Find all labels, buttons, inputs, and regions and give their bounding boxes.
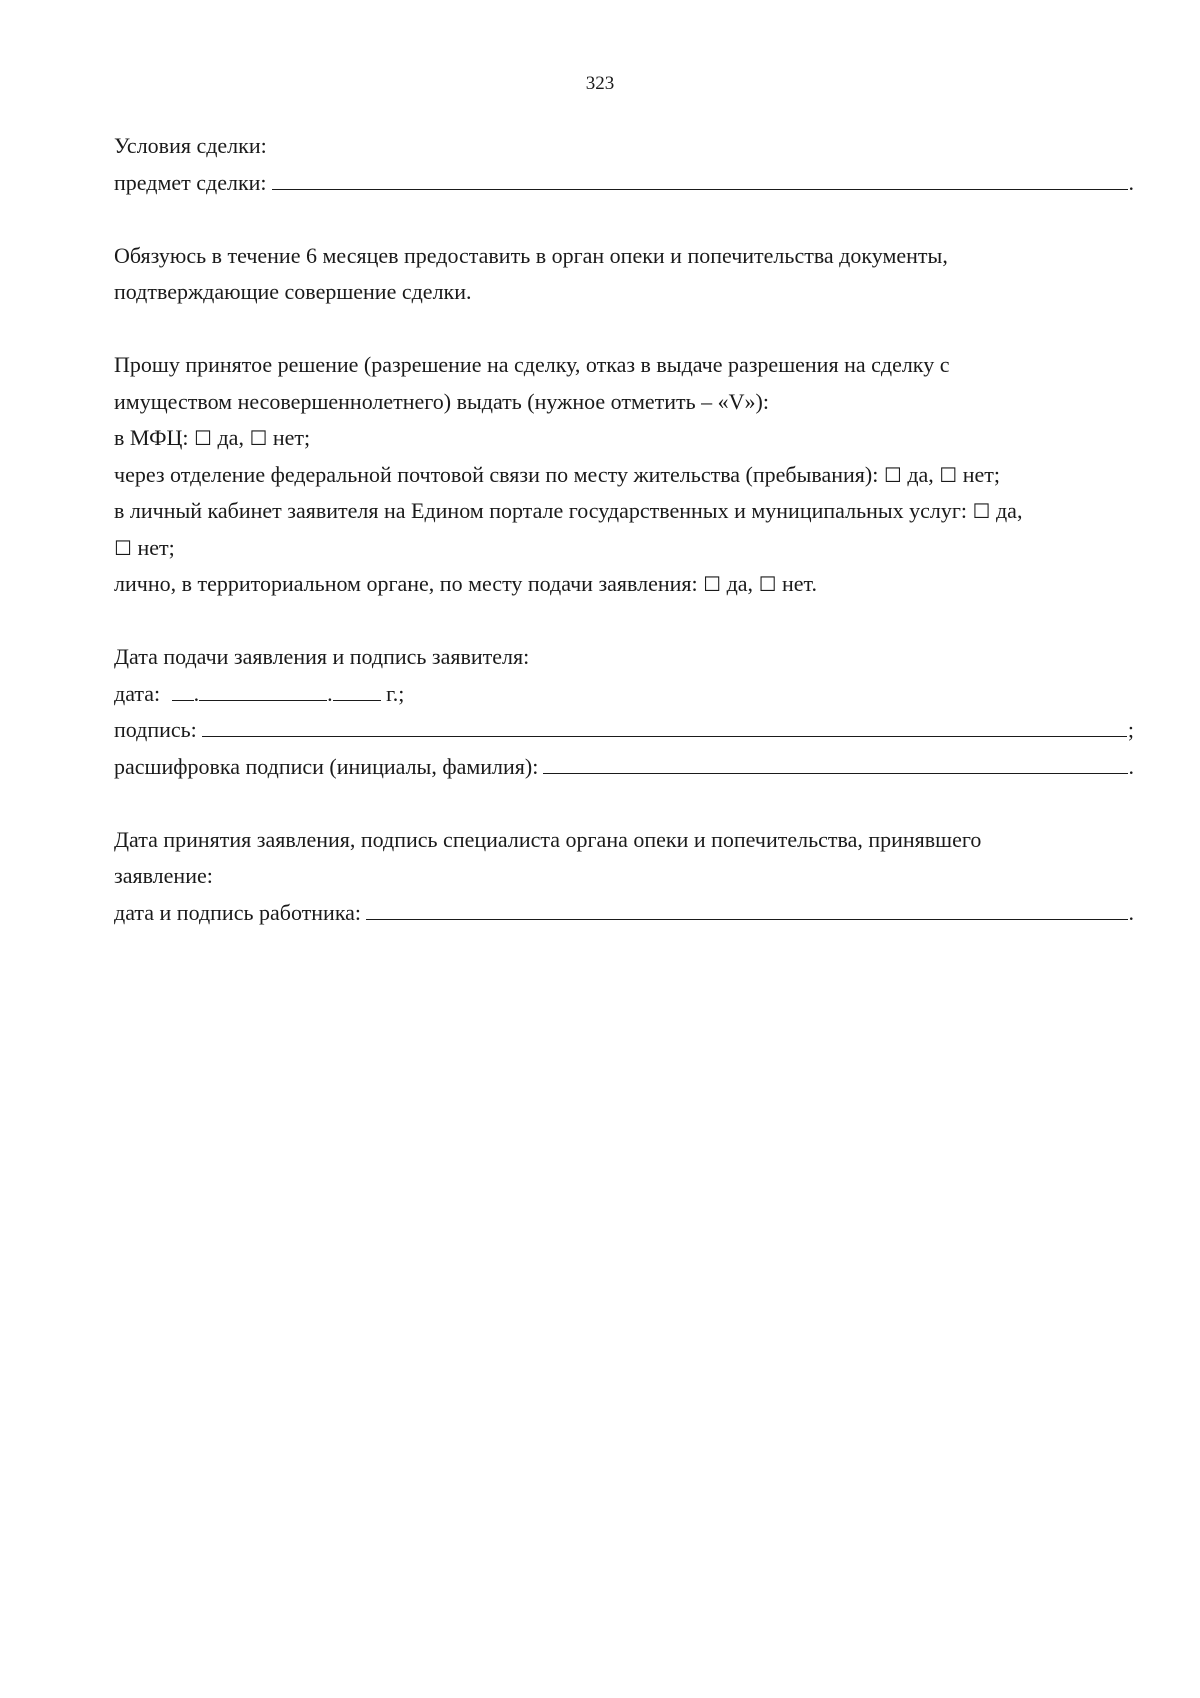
date-year-field[interactable] [333,680,381,701]
signature-decoding-label: расшифровка подписи (инициалы, фамилия): [114,753,539,779]
specialist-date-sign-field[interactable] [366,899,1127,920]
specialist-date-sign-row [114,895,1134,932]
applicant-heading: Дата подачи заявления и подпись заявителя: [114,644,530,669]
applicant-date-row [114,676,1134,713]
signature-label: подпись: [114,717,197,742]
obligation-line-1: Обязуюсь в течение 6 месяцев предоставить в орган опеки и попечительства документы, [114,242,948,268]
spacer [114,603,1134,640]
checkbox-mfc-yes[interactable]: ☐ [194,426,212,450]
specialist-date-sign-end: . [1128,899,1134,925]
checkbox-post-no[interactable]: ☐ [939,462,958,487]
date-separator: . [327,680,333,706]
deal-subject-label: предмет сделки: [114,169,267,195]
yes-label: да, [726,571,754,596]
yes-label: да, [995,498,1023,523]
deal-subject-field[interactable] [272,169,1128,190]
specialist-heading-line-1: Дата принятия заявления, подпись специалиста органа опеки и попечительства, принявшего [114,826,982,852]
checkbox-mfc-no[interactable]: ☐ [249,426,268,450]
yes-label: да, [217,425,244,450]
signature-decoding-end: . [1128,753,1134,779]
no-label: нет. [782,571,817,596]
signature-decoding-row [114,749,1134,786]
option-portal-continued [114,530,1134,567]
option-post [114,457,1134,494]
spacer [114,785,1134,822]
checkbox-personal-no[interactable]: ☐ [758,572,777,596]
option-post-label: через отделение федеральной почтовой связи по месту жительства (пребывания): [114,461,879,487]
page-number: 323 [585,73,615,94]
option-portal-label: в личный кабинет заявителя на Едином портале государственных и муниципальных услуг: [114,498,968,523]
date-suffix: г.; [386,680,405,706]
specialist-heading-line-2: заявление: [114,863,213,888]
checkbox-personal-yes[interactable]: ☐ [703,572,722,596]
yes-label: да, [907,461,934,487]
signature-decoding-field[interactable] [543,753,1127,774]
option-personal [114,566,1134,603]
no-label: нет; [137,534,175,560]
deal-subject-row [114,165,1134,202]
applicant-signature-row [114,712,1134,749]
signature-end: ; [1127,717,1134,742]
date-month-field[interactable] [199,680,327,701]
option-mfc-label: в МФЦ: [114,425,189,450]
option-portal [114,493,1134,530]
applicant-date-label: дата: [114,680,161,706]
request-line-2: имуществом несовершеннолетнего) выдать (нужное отметить – «V»): [114,388,769,414]
spacer [114,311,1134,348]
request-line-1: Прошу принятое решение (разрешение на сделку, отказ в выдаче разрешения на сделку с [114,352,950,377]
obligation-line-2: подтверждающие совершение сделки. [114,279,472,304]
no-label: нет; [272,425,311,450]
no-label: нет; [962,461,1000,487]
checkbox-portal-yes[interactable]: ☐ [972,499,991,523]
spacer [114,201,1134,238]
checkbox-portal-no[interactable]: ☐ [114,535,132,560]
deal-subject-end: . [1128,169,1134,195]
date-separator: . [193,680,200,706]
signature-field[interactable] [202,716,1127,737]
form-content [114,128,1134,931]
specialist-date-sign-label: дата и подпись работника: [114,899,362,925]
deal-conditions-heading: Условия сделки: [114,133,267,158]
option-personal-label: лично, в территориальном органе, по месту подачи заявления: [114,571,698,596]
option-mfc [114,420,1134,457]
date-day-field[interactable] [172,680,194,701]
checkbox-post-yes[interactable]: ☐ [883,462,902,487]
